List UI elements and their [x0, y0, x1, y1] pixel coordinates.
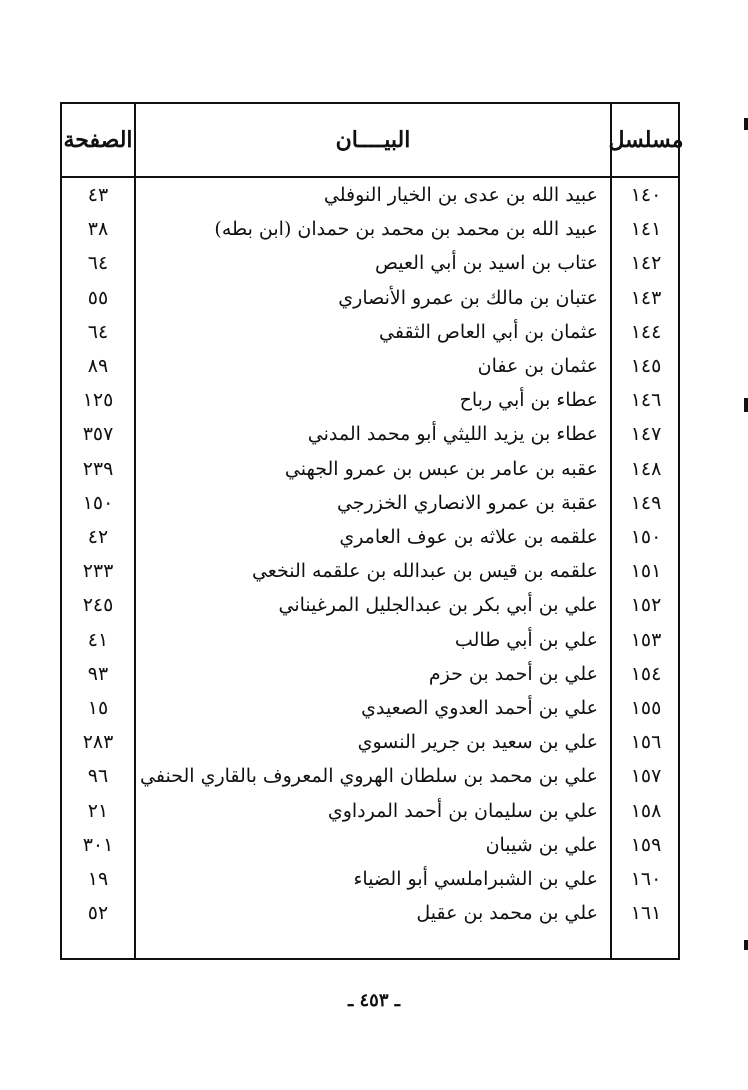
table-row — [62, 794, 678, 828]
header-page: الصفحة — [63, 127, 133, 153]
row-serial: ١٥٦ — [630, 731, 662, 754]
row-page: ٦٤ — [87, 320, 109, 343]
row-name: علي بن أبي طالب — [454, 628, 598, 651]
row-serial: ١٥٥ — [630, 697, 662, 720]
row-serial: ١٥١ — [630, 560, 662, 583]
row-name: عبيد الله بن محمد بن محمد بن حمدان (ابن بطه) — [214, 218, 598, 241]
row-page: ٣٠١ — [82, 833, 114, 856]
row-name: علي بن محمد بن سلطان الهروي المعروف بالقاري الحنفي — [140, 765, 598, 788]
row-serial: ١٥٨ — [630, 799, 662, 822]
row-page: ٥٢ — [87, 902, 109, 925]
row-name: عطاء بن يزيد الليثي أبو محمد المدني — [307, 423, 598, 446]
table-row — [62, 520, 678, 554]
table-row — [62, 417, 678, 451]
row-serial: ١٤٣ — [630, 286, 662, 309]
row-serial: ١٦٠ — [630, 868, 662, 891]
row-serial: ١٤١ — [630, 218, 662, 241]
table-row — [62, 862, 678, 896]
row-page: ٢٤٥ — [82, 594, 114, 617]
row-serial: ١٥٠ — [630, 526, 662, 549]
table-row — [62, 725, 678, 759]
edge-mark — [744, 118, 748, 130]
row-page: ٦٤ — [87, 252, 109, 275]
row-name: عثمان بن أبي العاص الثقفي — [379, 320, 598, 343]
table-row — [62, 588, 678, 622]
table-row — [62, 896, 678, 930]
row-serial: ١٤٠ — [630, 184, 662, 207]
table-row — [62, 246, 678, 280]
table-row — [62, 623, 678, 657]
header-serial: مسلسل — [608, 127, 684, 153]
row-page: ٤٢ — [87, 526, 109, 549]
row-page: ٢٣٣ — [82, 560, 114, 583]
table-row — [62, 759, 678, 793]
row-serial: ١٥٣ — [630, 628, 662, 651]
row-page: ٢٣٩ — [82, 457, 114, 480]
row-name: علي بن سعيد بن جرير النسوي — [357, 731, 598, 754]
row-name: علي بن أحمد العدوي الصعيدي — [361, 697, 598, 720]
row-name: عقبة بن عمرو الانصاري الخزرجي — [336, 491, 598, 514]
table-row — [62, 452, 678, 486]
row-page: ٤١ — [87, 628, 109, 651]
row-name: عتبان بن مالك بن عمرو الأنصاري — [338, 286, 598, 309]
row-serial: ١٤٩ — [630, 491, 662, 514]
row-serial: ١٤٨ — [630, 457, 662, 480]
table-row — [62, 486, 678, 520]
table-row — [62, 554, 678, 588]
table-row — [62, 315, 678, 349]
row-serial: ١٦١ — [630, 902, 662, 925]
table-row — [62, 281, 678, 315]
row-page: ٩٣ — [87, 662, 109, 685]
row-name: علي بن شيبان — [485, 833, 598, 856]
row-serial: ١٥٢ — [630, 594, 662, 617]
row-name: علي بن أحمد بن حزم — [428, 662, 598, 685]
row-name: علي بن محمد بن عقيل — [416, 902, 598, 925]
row-serial: ١٤٦ — [630, 389, 662, 412]
row-serial: ١٤٥ — [630, 355, 662, 378]
page-number: ـ ٤٥٣ ـ — [347, 990, 401, 1011]
row-name: علي بن أبي بكر بن عبدالجليل المرغيناني — [278, 594, 598, 617]
edge-mark — [744, 940, 748, 950]
row-name: عبيد الله بن عدى بن الخيار النوفلي — [323, 184, 598, 207]
row-page: ١٥٠ — [82, 491, 114, 514]
table-row — [62, 657, 678, 691]
row-serial: ١٥٤ — [630, 662, 662, 685]
row-page: ١٢٥ — [82, 389, 114, 412]
row-page: ٢١ — [87, 799, 109, 822]
row-serial: ١٤٤ — [630, 320, 662, 343]
header-description: البيــــان — [335, 127, 411, 153]
edge-mark — [744, 398, 748, 412]
row-page: ٨٩ — [87, 355, 109, 378]
table-row — [62, 178, 678, 212]
row-serial: ١٤٢ — [630, 252, 662, 275]
row-page: ٤٣ — [87, 184, 109, 207]
table-body — [62, 178, 678, 958]
index-table — [60, 102, 684, 960]
row-page: ٢٨٣ — [82, 731, 114, 754]
row-page: ٥٥ — [87, 286, 109, 309]
table-row — [62, 828, 678, 862]
row-page: ١٥ — [87, 697, 109, 720]
table-row — [62, 383, 678, 417]
row-name: علي بن الشبراملسي أبو الضياء — [353, 868, 598, 891]
row-page: ٣٥٧ — [82, 423, 114, 446]
row-serial: ١٤٧ — [630, 423, 662, 446]
row-name: عثمان بن عفان — [477, 355, 598, 378]
row-name: علي بن سليمان بن أحمد المرداوي — [327, 799, 598, 822]
row-serial: ١٥٩ — [630, 833, 662, 856]
row-name: عقبه بن عامر بن عبس بن عمرو الجهني — [284, 457, 598, 480]
table-row — [62, 349, 678, 383]
table-row — [62, 691, 678, 725]
row-page: ٣٨ — [87, 218, 109, 241]
table-row — [62, 212, 678, 246]
row-name: عطاء بن أبي رباح — [459, 389, 598, 412]
row-page: ٩٦ — [87, 765, 109, 788]
row-name: عتاب بن اسيد بن أبي العيص — [375, 252, 598, 275]
row-name: علقمه بن قيس بن عبدالله بن علقمه النخعي — [251, 560, 598, 583]
row-name: علقمه بن علاثه بن عوف العامري — [339, 526, 598, 549]
row-serial: ١٥٧ — [630, 765, 662, 788]
row-page: ١٩ — [87, 868, 109, 891]
